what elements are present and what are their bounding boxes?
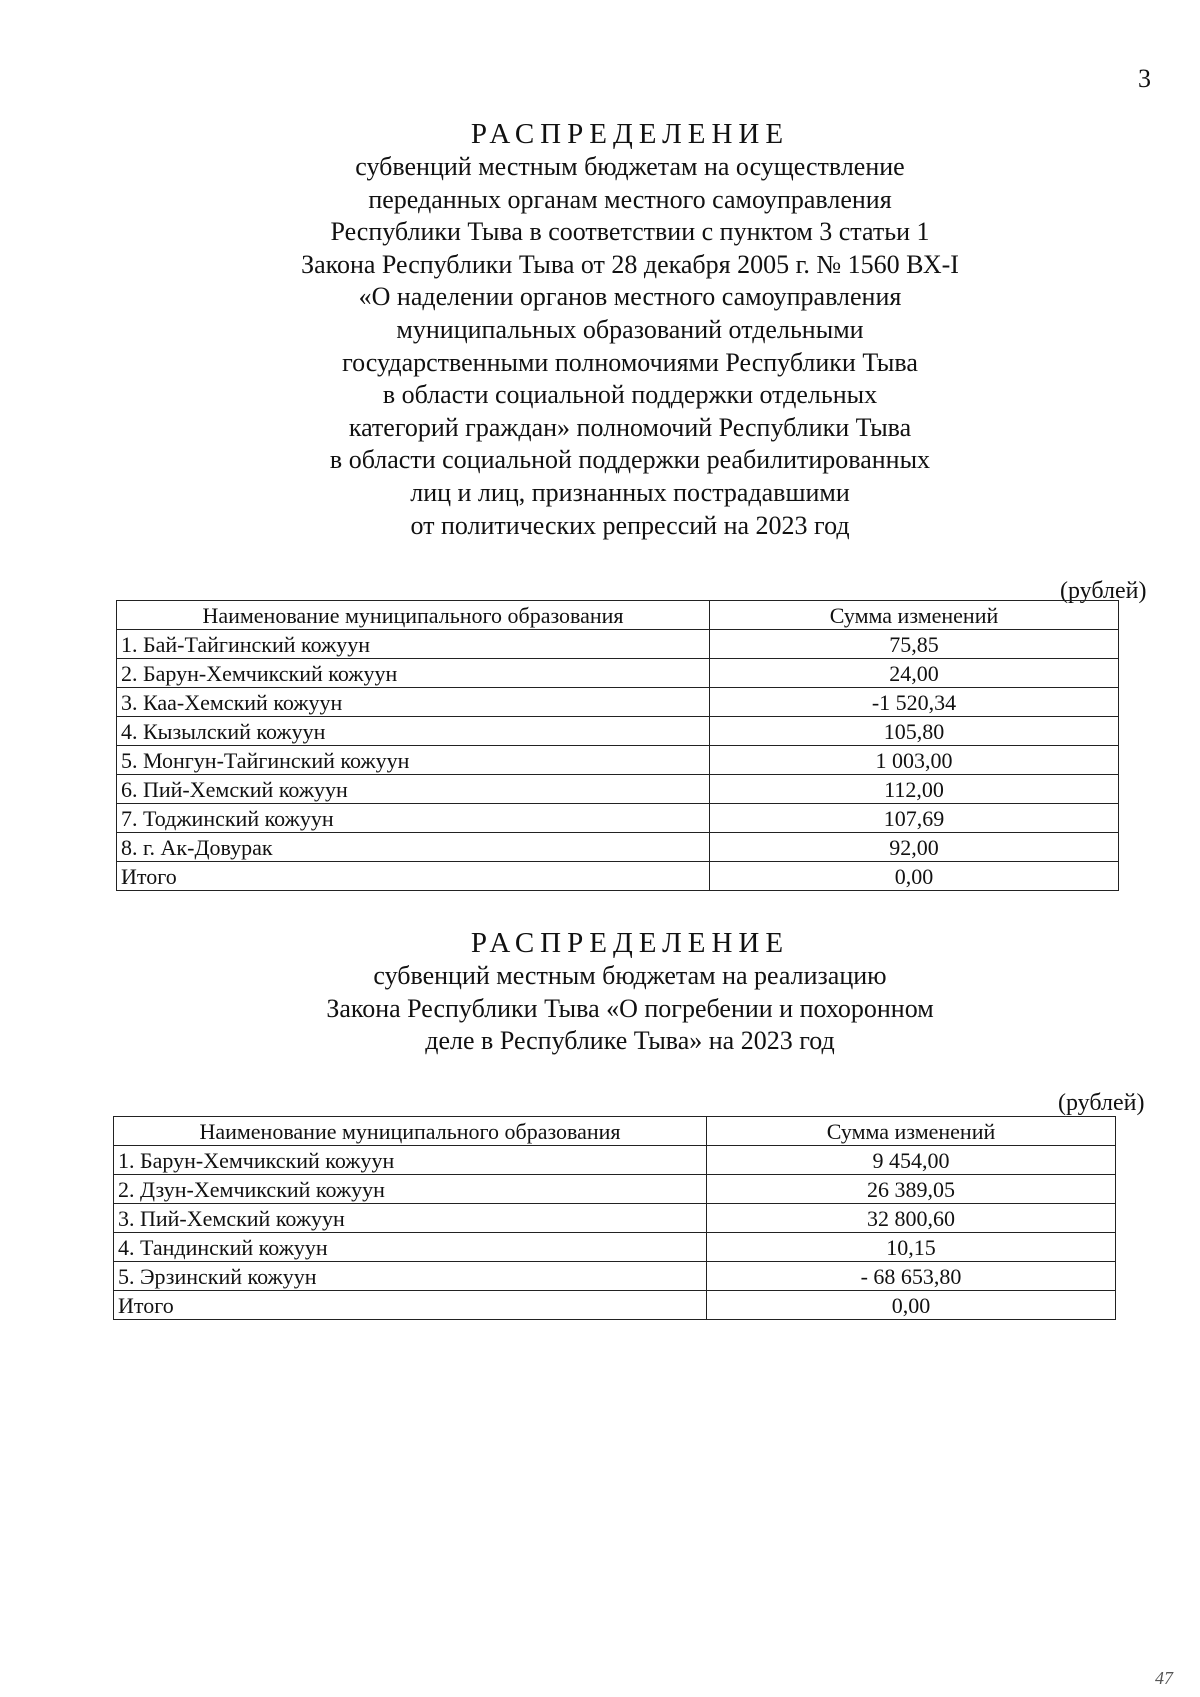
municipality-name: 1. Бай-Тайгинский кожуун (117, 630, 710, 659)
change-amount: 1 003,00 (710, 746, 1119, 775)
change-amount: 107,69 (710, 804, 1119, 833)
table-row (117, 717, 1119, 746)
total-label: Итого (117, 862, 710, 891)
municipality-name: 3. Пий-Хемский кожуун (114, 1204, 707, 1233)
change-amount: 24,00 (710, 659, 1119, 688)
section-2-units: (рублей) (1058, 1090, 1145, 1116)
section-1-units: (рублей) (1060, 578, 1147, 604)
handwritten-page-mark: 47 (1155, 1668, 1173, 1688)
section-2-table (113, 1116, 1116, 1320)
section-1-subtitle-line: в области социальной поддержки отдельных (382, 380, 878, 410)
change-amount: 105,80 (710, 717, 1119, 746)
table-row (114, 1146, 1116, 1175)
column-header-name: Наименование муниципального образования (114, 1117, 707, 1146)
section-1-subtitle-line: «О наделении органов местного самоуправления (358, 282, 902, 312)
municipality-name: 2. Барун-Хемчикский кожуун (117, 659, 710, 688)
section-1-subtitle-line: субвенций местным бюджетам на осуществление (355, 152, 905, 181)
total-amount: 0,00 (707, 1291, 1116, 1320)
table-row (114, 1204, 1116, 1233)
table-row (114, 1233, 1116, 1262)
section-1-subtitle-line: лиц и лиц, признанных пострадавшими (410, 477, 850, 507)
change-amount: 9 454,00 (707, 1146, 1116, 1175)
municipality-name: 8. г. Ак-Довурак (117, 833, 710, 862)
municipality-name: 5. Монгун-Тайгинский кожуун (117, 746, 710, 775)
table-row (117, 775, 1119, 804)
municipality-name: 6. Пий-Хемский кожуун (117, 775, 710, 804)
municipality-name: 5. Эрзинский кожуун (114, 1262, 707, 1291)
column-header-sum: Сумма изменений (710, 601, 1119, 630)
section-1-subtitle-line: муниципальных образований отдельными (396, 314, 864, 344)
table-row (114, 1175, 1116, 1204)
section-1-subtitle-line: категорий граждан» полномочий Республики Тыва (348, 412, 912, 442)
table-header-row (114, 1117, 1116, 1146)
change-amount: 75,85 (710, 630, 1119, 659)
section-1-subtitle-line: Закона Республики Тыва от 28 декабря 2005 г. № 1560 ВХ-I (301, 249, 959, 279)
table-total-row (117, 862, 1119, 891)
table-row (117, 746, 1119, 775)
section-1-subtitle-line: от политических репрессий на 2023 год (410, 510, 850, 540)
municipality-name: 2. Дзун-Хемчикский кожуун (114, 1175, 707, 1204)
section-2-subtitle-line: субвенций местным бюджетам на реализацию (373, 961, 887, 990)
municipality-name: 7. Тоджинский кожуун (117, 804, 710, 833)
section-1-title: РАСПРЕДЕЛЕНИЕ (470, 118, 790, 150)
section-1-subtitle-line: в области социальной поддержки реабилитированных (329, 445, 931, 475)
section-2-subtitle-line: Закона Республики Тыва «О погребении и похоронном (326, 993, 934, 1023)
column-header-sum: Сумма изменений (707, 1117, 1116, 1146)
change-amount: 26 389,05 (707, 1175, 1116, 1204)
table-row (117, 688, 1119, 717)
municipality-name: 1. Барун-Хемчикский кожуун (114, 1146, 707, 1175)
municipality-name: 3. Каа-Хемский кожуун (117, 688, 710, 717)
page-number: 3 (1138, 64, 1151, 93)
change-amount: 92,00 (710, 833, 1119, 862)
table-row (117, 833, 1119, 862)
table-row (114, 1262, 1116, 1291)
section-2-title: РАСПРЕДЕЛЕНИЕ (470, 927, 790, 959)
total-amount: 0,00 (710, 862, 1119, 891)
municipality-name: 4. Кызылский кожуун (117, 717, 710, 746)
total-label: Итого (114, 1291, 707, 1320)
table-row (117, 630, 1119, 659)
section-2-heading (200, 926, 1060, 1058)
change-amount: - 68 653,80 (707, 1262, 1116, 1291)
change-amount: 10,15 (707, 1233, 1116, 1262)
section-1-subtitle-line: государственными полномочиями Республики Тыва (342, 347, 918, 377)
change-amount: 112,00 (710, 775, 1119, 804)
table-total-row (114, 1291, 1116, 1320)
section-2-subtitle-line: деле в Республике Тыва» на 2023 год (425, 1026, 835, 1056)
section-1-table (116, 600, 1119, 891)
table-header-row (117, 601, 1119, 630)
change-amount: 32 800,60 (707, 1204, 1116, 1233)
table-row (117, 804, 1119, 833)
column-header-name: Наименование муниципального образования (117, 601, 710, 630)
table-row (117, 659, 1119, 688)
section-1-heading (200, 117, 1060, 542)
change-amount: -1 520,34 (710, 688, 1119, 717)
section-1-subtitle-line: Республики Тыва в соответствии с пунктом 3 статьи 1 (330, 217, 930, 247)
section-1-subtitle-line: переданных органам местного самоуправления (368, 184, 892, 214)
municipality-name: 4. Тандинский кожуун (114, 1233, 707, 1262)
